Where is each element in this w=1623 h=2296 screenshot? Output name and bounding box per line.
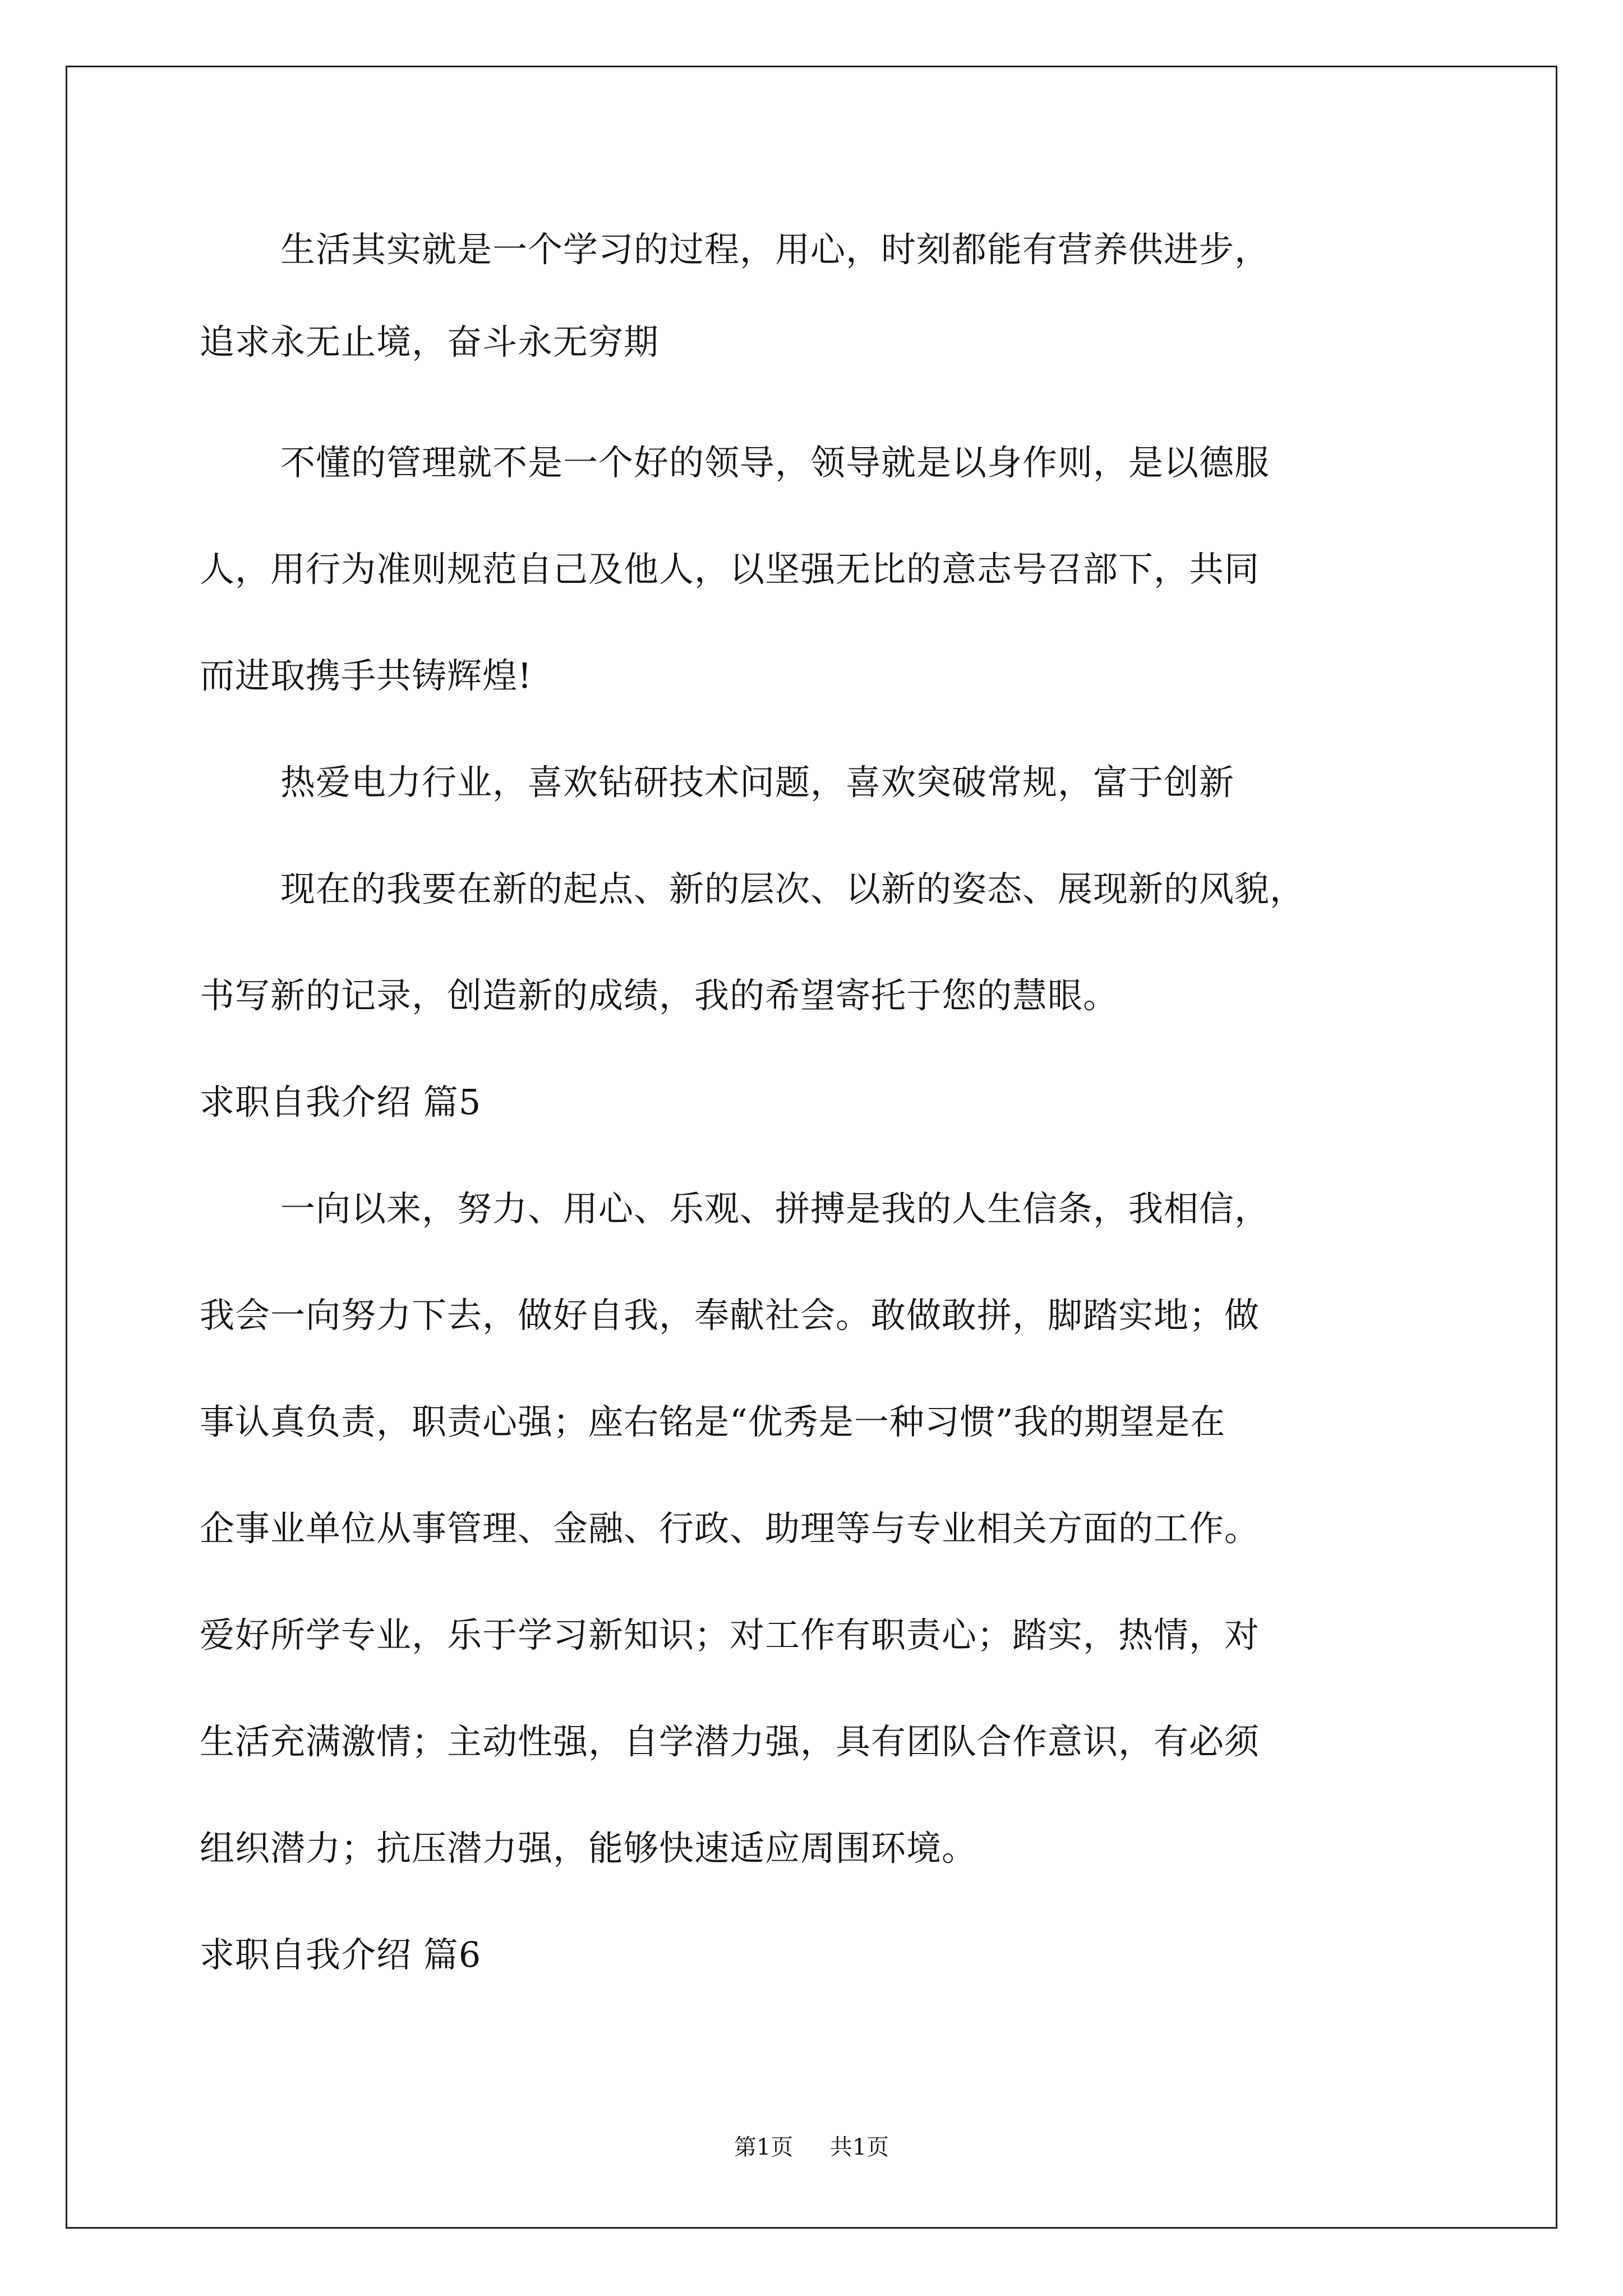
section-heading: 求职自我介绍 篇5 bbox=[200, 1082, 482, 1122]
paragraph-line: 不懂的管理就不是一个好的领导，领导就是以身作则，是以德服 bbox=[280, 442, 1270, 483]
paragraph-line: 我会一向努力下去，做好自我，奉献社会。敢做敢拼，脚踏实地；做 bbox=[200, 1295, 1260, 1336]
paragraph-line: 事认真负责，职责心强；座右铭是“优秀是一种习惯”我的期望是在 bbox=[200, 1401, 1226, 1442]
paragraph-line: 企事业单位从事管理、金融、行政、助理等与专业相关方面的工作。 bbox=[200, 1508, 1260, 1549]
section-heading: 求职自我介绍 篇6 bbox=[200, 1934, 482, 1975]
paragraph-line: 生活其实就是一个学习的过程，用心，时刻都能有营养供进步， bbox=[280, 229, 1270, 270]
paragraph-line: 组织潜力；抗压潜力强，能够快速适应周围环境。 bbox=[200, 1828, 978, 1869]
page-number-current: 第1页 bbox=[734, 2134, 794, 2160]
paragraph-line: 爱好所学专业，乐于学习新知识；对工作有职责心；踏实，热情，对 bbox=[200, 1614, 1260, 1655]
page-frame bbox=[66, 66, 1557, 2229]
paragraph-line: 生活充满激情；主动性强，自学潜力强，具有团队合作意识，有必须 bbox=[200, 1721, 1260, 1762]
paragraph-line: 现在的我要在新的起点、新的层次、以新的姿态、展现新的风貌， bbox=[280, 868, 1306, 909]
page-footer bbox=[0, 2131, 1623, 2164]
paragraph-line: 追求永无止境，奋斗永无穷期 bbox=[200, 321, 660, 362]
paragraph-line: 而进取携手共铸辉煌! bbox=[200, 655, 532, 696]
paragraph-line: 人，用行为准则规范自己及他人，以坚强无比的意志号召部下，共同 bbox=[200, 549, 1260, 590]
paragraph-line: 热爱电力行业，喜欢钻研技术问题，喜欢突破常规，富于创新 bbox=[280, 762, 1235, 803]
page-number-total: 共1页 bbox=[829, 2134, 889, 2160]
paragraph-line: 书写新的记录，创造新的成绩，我的希望寄托于您的慧眼。 bbox=[200, 975, 1119, 1016]
paragraph-line: 一向以来，努力、用心、乐观、拼搏是我的人生信条，我相信， bbox=[280, 1188, 1270, 1229]
